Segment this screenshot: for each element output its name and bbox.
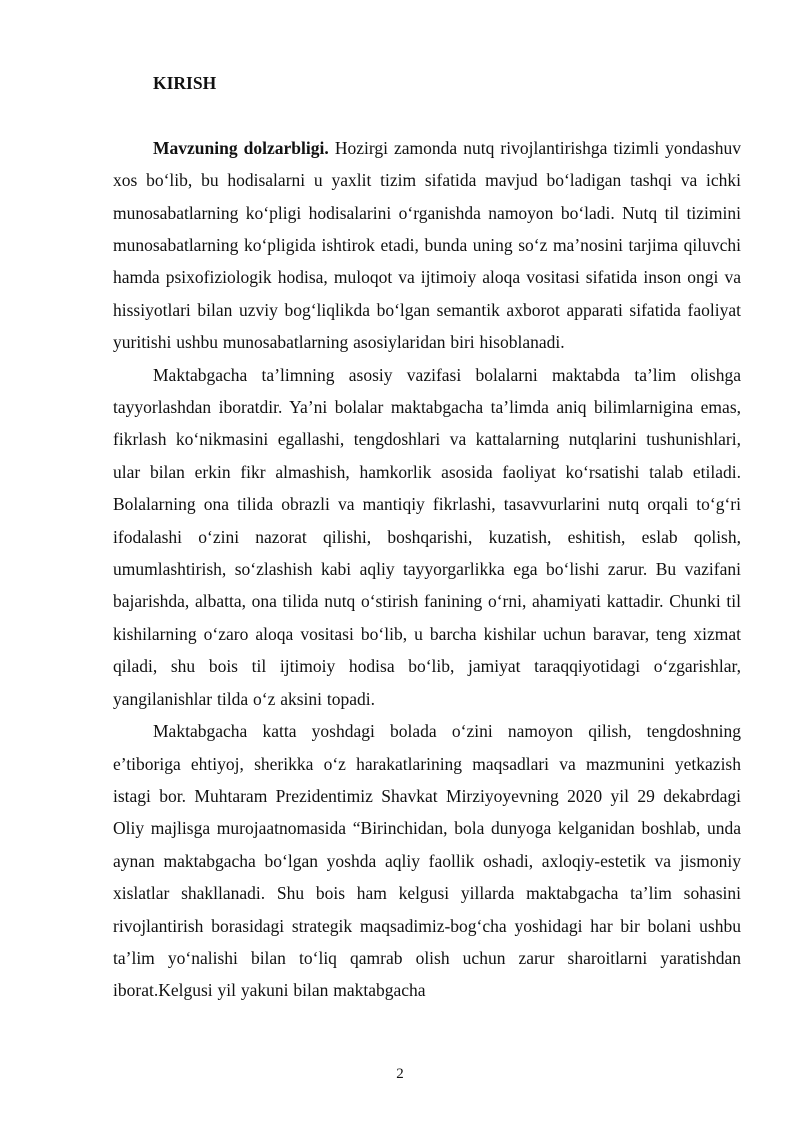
page-number: 2: [396, 1066, 404, 1082]
paragraph-text: Hozirgi zamonda nutq rivojlantirishga tizimli yondashuv xos bo‘lib, bu hodisalarni u yaxlit tizim sifatida mavjud bo‘ladigan tashqi va ichki munosabatlarning ko‘pligi hodisalarini o‘rganishda namoyon bo‘ladi. Nutq til tizimini munosabatlarning ko‘pligida ishtirok etadi, bunda uning so‘z ma’nosini tarjima qiluvchi hamda psixofiziologik hodisa, muloqot va ijtimoiy aloqa vositasi sifatida inson ongi va hissiyotlari bilan uzviy bog‘liqlikda bo‘lgan semantik axborot apparati sifatida faoliyat yuritishi ushbu munosabatlarning asosiylaridan biri hisoblanadi.: [113, 137, 742, 353]
paragraph-text: Maktabgacha ta’limning asosiy vazifasi bolalarni maktabda ta’lim olishga tayyorlashdan iboratdir. Ya’ni bolalar maktabgacha ta’limda aniq bilimlarnigina emas, fikrlash ko‘nikmasini egallashi, tengdoshlari va kattalarning nutqlarini tushunishlari, ular bilan erkin fikr almashish, hamkorlik asosida faoliyat ko‘rsatishi talab etiladi. Bolalarning ona tilida obrazli va mantiqiy fikrlashi, tasavvurlarini nutq orqali to‘g‘ri ifodalashi o‘zini nazorat qilishi, boshqarishi, kuzatish, eshitish, eslab qolish, umumlashtirish, so‘zlashish kabi aqliy tayyorgarlikka ega bo‘lishi zarur. Bu vazifani bajarishda, albatta, ona tilida nutq o‘stirish fanining o‘rni, ahamiyati kattadir. Chunki til kishilarning o‘zaro aloqa vositasi bo‘lib, u barcha kishilar uchun baravar, teng xizmat qiladi, shu bois til ijtimoiy hodisa bo‘lib, jamiyat taraqqiyotidagi o‘zgarishlar, yangilanishlar tilda o‘z aksini topadi.: [113, 364, 741, 709]
paragraph-preschool-task: [113, 359, 741, 715]
section-heading: KIRISH: [153, 73, 217, 93]
paragraph-relevance: [113, 132, 741, 359]
paragraph-lead: Mavzuning dolzarbligi.: [153, 137, 329, 158]
paragraph-older-preschool: [113, 715, 741, 1007]
page-content: [113, 67, 741, 1007]
paragraph-text: Maktabgacha katta yoshdagi bolada o‘zini namoyon qilish, tengdoshning e’tiboriga ehtiyoj, sherikka o‘z harakatlarining maqsadlari va mazmunini yetkazish istagi bor. Muhtaram Prezidentimiz Shavkat Mirziyoyevning 2020 yil 29 dekabrdagi Oliy majlisga murojaatnomasida “Birinchidan, bola dunyoga kelganidan boshlab, unda aynan maktabgacha bo‘lgan yoshda aqliy faollik oshadi, axloqiy-estetik va jismoniy xislatlar shakllanadi. Shu bois ham kelgusi yillarda maktabgacha ta’lim sohasini rivojlantirish borasidagi strategik maqsadimiz-bog‘cha yoshidagi har bir bolani ushbu ta’lim yo‘nalishi bilan to‘liq qamrab olish uchun zarur sharoitlarni yaratishdan iborat.Kelgusi yil yakuni bilan maktabgacha: [113, 721, 741, 1001]
